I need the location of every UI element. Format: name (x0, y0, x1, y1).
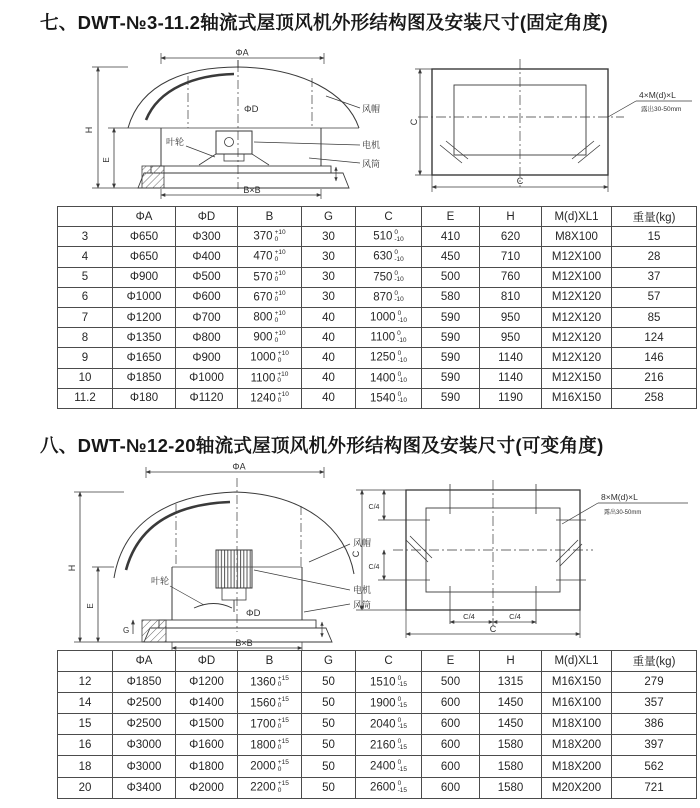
dimension-table-fixed-angle (57, 206, 697, 409)
table-cell: 1100 +10 0 (238, 368, 302, 388)
column-header: G (302, 207, 356, 227)
motor-label: 电机 (362, 140, 381, 150)
table-cell: 590 (422, 368, 480, 388)
dim-c-side-label: C (351, 550, 361, 558)
table-cell: 12 (58, 672, 113, 693)
table-cell: 1190 (480, 388, 542, 408)
column-header: 重量(kg) (612, 207, 697, 227)
table-cell: Φ650 (113, 227, 176, 247)
table-cell: 620 (480, 227, 542, 247)
section-8-title: 八、DWT-№12-20轴流式屋顶风机外形结构图及安装尺寸(可变角度) (40, 435, 604, 456)
table-cell: 1140 (480, 348, 542, 368)
column-header: G (302, 651, 356, 672)
table-cell: 124 (612, 328, 697, 348)
column-header: B (238, 207, 302, 227)
table-cell: 85 (612, 307, 697, 327)
table-cell: 20 (58, 777, 113, 798)
dim-bxb-label: B×B (243, 185, 261, 195)
table-cell: M16X150 (542, 672, 612, 693)
wind-duct-label: 风筒 (353, 600, 372, 610)
table-row (58, 287, 697, 307)
table-cell: Φ1000 (176, 368, 238, 388)
table-cell: Φ2500 (113, 714, 176, 735)
dim-phi-d-label: ΦD (244, 104, 259, 115)
table-cell: 810 (480, 287, 542, 307)
table-cell: 1140 (480, 368, 542, 388)
table-cell: 50 (302, 672, 356, 693)
table-cell: 40 (302, 328, 356, 348)
table-cell: M8X100 (542, 227, 612, 247)
table-cell: 7 (58, 307, 113, 327)
table-cell: Φ1850 (113, 672, 176, 693)
table-row (58, 756, 697, 777)
motor-label: 电机 (353, 585, 372, 595)
table-cell: Φ1200 (113, 307, 176, 327)
table-cell: 40 (302, 388, 356, 408)
table-cell: 721 (612, 777, 697, 798)
table-cell: 1360 +15 0 (238, 672, 302, 693)
table-cell: M18X200 (542, 756, 612, 777)
table-cell: 590 (422, 328, 480, 348)
table-row (58, 735, 697, 756)
table-cell: 6 (58, 287, 113, 307)
table-cell: M12X120 (542, 328, 612, 348)
table-cell: M12X120 (542, 348, 612, 368)
table-cell: Φ300 (176, 227, 238, 247)
table-cell: Φ700 (176, 307, 238, 327)
table-cell: 1400 0 -10 (356, 368, 422, 388)
table-cell: M12X100 (542, 247, 612, 267)
table-cell: Φ3000 (113, 735, 176, 756)
table-row (58, 247, 697, 267)
table-cell: Φ1120 (176, 388, 238, 408)
table-cell: 600 (422, 693, 480, 714)
table-row (58, 672, 697, 693)
table-cell: 30 (302, 247, 356, 267)
table-row (58, 227, 697, 247)
table-cell: 30 (302, 287, 356, 307)
table-cell: 14 (58, 693, 113, 714)
table-cell: 760 (480, 267, 542, 287)
table-cell: 8 (58, 328, 113, 348)
table-cell: M12X120 (542, 307, 612, 327)
table-cell: 10 (58, 368, 113, 388)
table-cell: 590 (422, 307, 480, 327)
impeller-label: 叶轮 (166, 137, 185, 147)
table-cell: 1100 0 -10 (356, 328, 422, 348)
table-cell: 28 (612, 247, 697, 267)
table-cell: Φ400 (176, 247, 238, 267)
column-header: H (480, 651, 542, 672)
header-row (58, 207, 697, 227)
table-cell: Φ1500 (176, 714, 238, 735)
table-cell: 800 +10 0 (238, 307, 302, 327)
table-cell: M18X200 (542, 735, 612, 756)
dim-c4-bottom-right-label: C/4 (509, 612, 521, 621)
column-header: E (422, 651, 480, 672)
column-header (58, 207, 113, 227)
table-cell: 950 (480, 328, 542, 348)
table-cell: 570 +10 0 (238, 267, 302, 287)
column-header: ΦA (113, 207, 176, 227)
table-cell: 590 (422, 348, 480, 368)
hole-plan-svg (410, 57, 698, 199)
table-cell: Φ650 (113, 247, 176, 267)
table-cell: 1580 (480, 777, 542, 798)
dim-e-label: E (86, 603, 95, 609)
table-cell: 1580 (480, 756, 542, 777)
fan-elevation-drawing-fixed-angle (66, 48, 400, 205)
table-cell: Φ1850 (113, 368, 176, 388)
dim-phi-a-label: ΦA (235, 48, 249, 58)
table-cell: 15 (612, 227, 697, 247)
table-cell: 357 (612, 693, 697, 714)
table-cell: 370 +10 0 (238, 227, 302, 247)
table-cell: 216 (612, 368, 697, 388)
dimension-table-variable-angle (57, 650, 697, 799)
table-cell: 1580 (480, 735, 542, 756)
column-header: ΦD (176, 651, 238, 672)
table-cell: 37 (612, 267, 697, 287)
table-cell: M18X100 (542, 714, 612, 735)
dim-c-bottom-label: C (516, 176, 524, 186)
dim-phi-a-label: ΦA (232, 462, 246, 472)
wind-duct-label: 风筒 (362, 159, 381, 169)
dim-c4-left-bottom-label: C/4 (368, 564, 380, 571)
column-header: M(d)XL1 (542, 651, 612, 672)
table-cell: Φ800 (176, 328, 238, 348)
table-cell: 57 (612, 287, 697, 307)
table-cell: 15 (58, 714, 113, 735)
table-cell: 2600 0 -15 (356, 777, 422, 798)
table-cell: Φ900 (113, 267, 176, 287)
table-cell: 562 (612, 756, 697, 777)
table-cell: 750 0 -10 (356, 267, 422, 287)
table-cell: Φ500 (176, 267, 238, 287)
table-cell: 16 (58, 735, 113, 756)
dim-c-side-label: C (410, 118, 419, 126)
table-cell: 397 (612, 735, 697, 756)
table-cell: 900 +10 0 (238, 328, 302, 348)
table-cell: Φ1000 (113, 287, 176, 307)
table-cell: 950 (480, 307, 542, 327)
table-cell: M12X120 (542, 287, 612, 307)
table-row (58, 388, 697, 408)
table-cell: 258 (612, 388, 697, 408)
column-header: ΦD (176, 207, 238, 227)
table-cell: 590 (422, 388, 480, 408)
table-cell: 600 (422, 714, 480, 735)
dim-h-label: H (84, 126, 94, 134)
table-row (58, 267, 697, 287)
dim-bxb-label: B×B (235, 638, 253, 648)
table-cell: 1900 0 -15 (356, 693, 422, 714)
table-cell: Φ2000 (176, 777, 238, 798)
table-cell: 1560 +15 0 (238, 693, 302, 714)
table-row (58, 307, 697, 327)
table-cell: 2400 0 -15 (356, 756, 422, 777)
fan-elevation-svg (54, 462, 390, 656)
table-cell: 870 0 -10 (356, 287, 422, 307)
table-cell: 580 (422, 287, 480, 307)
table-cell: 500 (422, 267, 480, 287)
hole-plan-svg (348, 472, 700, 646)
table-row (58, 777, 697, 798)
table-row (58, 348, 697, 368)
table-cell: 470 +10 0 (238, 247, 302, 267)
table-cell: 50 (302, 693, 356, 714)
column-header: 重量(kg) (612, 651, 697, 672)
table-cell: Φ1200 (176, 672, 238, 693)
section-7-title: 七、DWT-№3-11.2轴流式屋顶风机外形结构图及安装尺寸(固定角度) (40, 12, 608, 33)
table-cell: Φ3000 (113, 756, 176, 777)
table-cell: 1315 (480, 672, 542, 693)
table-cell: 600 (422, 756, 480, 777)
table-cell: 2200 +15 0 (238, 777, 302, 798)
table-cell: 11.2 (58, 388, 113, 408)
column-header: C (356, 651, 422, 672)
table-row (58, 368, 697, 388)
table-cell: 30 (302, 267, 356, 287)
table-cell: 9 (58, 348, 113, 368)
table-cell: 600 (422, 777, 480, 798)
table-cell: 4 (58, 247, 113, 267)
dim-c4-left-top-label: C/4 (368, 504, 380, 511)
dim-g-label: G (123, 626, 130, 635)
expose-note-label: 露出30-50mm (641, 106, 682, 113)
table-cell: M16X100 (542, 693, 612, 714)
table-cell: 50 (302, 756, 356, 777)
table-cell: 510 0 -10 (356, 227, 422, 247)
table-row (58, 714, 697, 735)
column-header: E (422, 207, 480, 227)
table-cell: 2160 0 -15 (356, 735, 422, 756)
table-cell: 50 (302, 735, 356, 756)
column-header: ΦA (113, 651, 176, 672)
table-cell: Φ600 (176, 287, 238, 307)
dim-c-bottom-label: C (489, 624, 497, 634)
bolt-note-label: 8×M(d)×L (601, 492, 638, 502)
table-cell: 1000 0 -10 (356, 307, 422, 327)
impeller-label: 叶轮 (151, 576, 170, 586)
table-cell: 1540 0 -10 (356, 388, 422, 408)
table-cell: 386 (612, 714, 697, 735)
table-cell: M12X150 (542, 368, 612, 388)
wind-cap-label: 风帽 (362, 104, 381, 114)
table-cell: Φ1650 (113, 348, 176, 368)
table-cell: 40 (302, 368, 356, 388)
table-cell: 670 +10 0 (238, 287, 302, 307)
table-cell: Φ1800 (176, 756, 238, 777)
dim-c4-bottom-left-label: C/4 (463, 612, 475, 621)
column-header: H (480, 207, 542, 227)
table-cell: 1450 (480, 714, 542, 735)
table-cell: 40 (302, 348, 356, 368)
table-cell: 710 (480, 247, 542, 267)
table-cell: 3 (58, 227, 113, 247)
table-cell: 40 (302, 307, 356, 327)
table-cell: 50 (302, 714, 356, 735)
table-cell: M12X100 (542, 267, 612, 287)
column-header (58, 651, 113, 672)
table-cell: Φ900 (176, 348, 238, 368)
table-cell: 1800 +15 0 (238, 735, 302, 756)
column-header: B (238, 651, 302, 672)
table-cell: 279 (612, 672, 697, 693)
table-cell: Φ1600 (176, 735, 238, 756)
fan-elevation-svg (66, 48, 400, 200)
bolt-note-label: 4×M(d)×L (639, 90, 676, 100)
table-cell: 1510 0 -15 (356, 672, 422, 693)
table-cell: 2040 0 -15 (356, 714, 422, 735)
table-cell: Φ180 (113, 388, 176, 408)
table-cell: M20X200 (542, 777, 612, 798)
table-cell: 450 (422, 247, 480, 267)
header-row (58, 651, 697, 672)
table-cell: 18 (58, 756, 113, 777)
table-cell: 1240 +10 0 (238, 388, 302, 408)
table-row (58, 693, 697, 714)
table-cell: 410 (422, 227, 480, 247)
table-cell: 500 (422, 672, 480, 693)
table-cell: 1250 0 -10 (356, 348, 422, 368)
table-cell: 2000 +15 0 (238, 756, 302, 777)
table-cell: Φ3400 (113, 777, 176, 798)
mounting-hole-plan-fixed-angle (410, 57, 698, 204)
expose-note-label: 露出30-50mm (604, 510, 642, 516)
fan-elevation-drawing-variable-angle (54, 462, 390, 661)
table-cell: 5 (58, 267, 113, 287)
mounting-hole-plan-variable-angle (348, 472, 700, 651)
wind-cap-label: 风帽 (353, 538, 372, 548)
table-cell: 30 (302, 227, 356, 247)
table-cell: 630 0 -10 (356, 247, 422, 267)
dim-phi-d-label: ΦD (246, 608, 261, 619)
table-row (58, 328, 697, 348)
table-cell: 1450 (480, 693, 542, 714)
table-cell: 1000 +10 0 (238, 348, 302, 368)
column-header: M(d)XL1 (542, 207, 612, 227)
table-cell: Φ1400 (176, 693, 238, 714)
table-cell: 1700 +15 0 (238, 714, 302, 735)
dim-h-label: H (67, 564, 77, 572)
table-cell: Φ2500 (113, 693, 176, 714)
table-cell: Φ1350 (113, 328, 176, 348)
table-cell: 600 (422, 735, 480, 756)
table-cell: 146 (612, 348, 697, 368)
column-header: C (356, 207, 422, 227)
table-cell: M16X150 (542, 388, 612, 408)
dim-e-label: E (102, 157, 111, 163)
table-cell: 50 (302, 777, 356, 798)
